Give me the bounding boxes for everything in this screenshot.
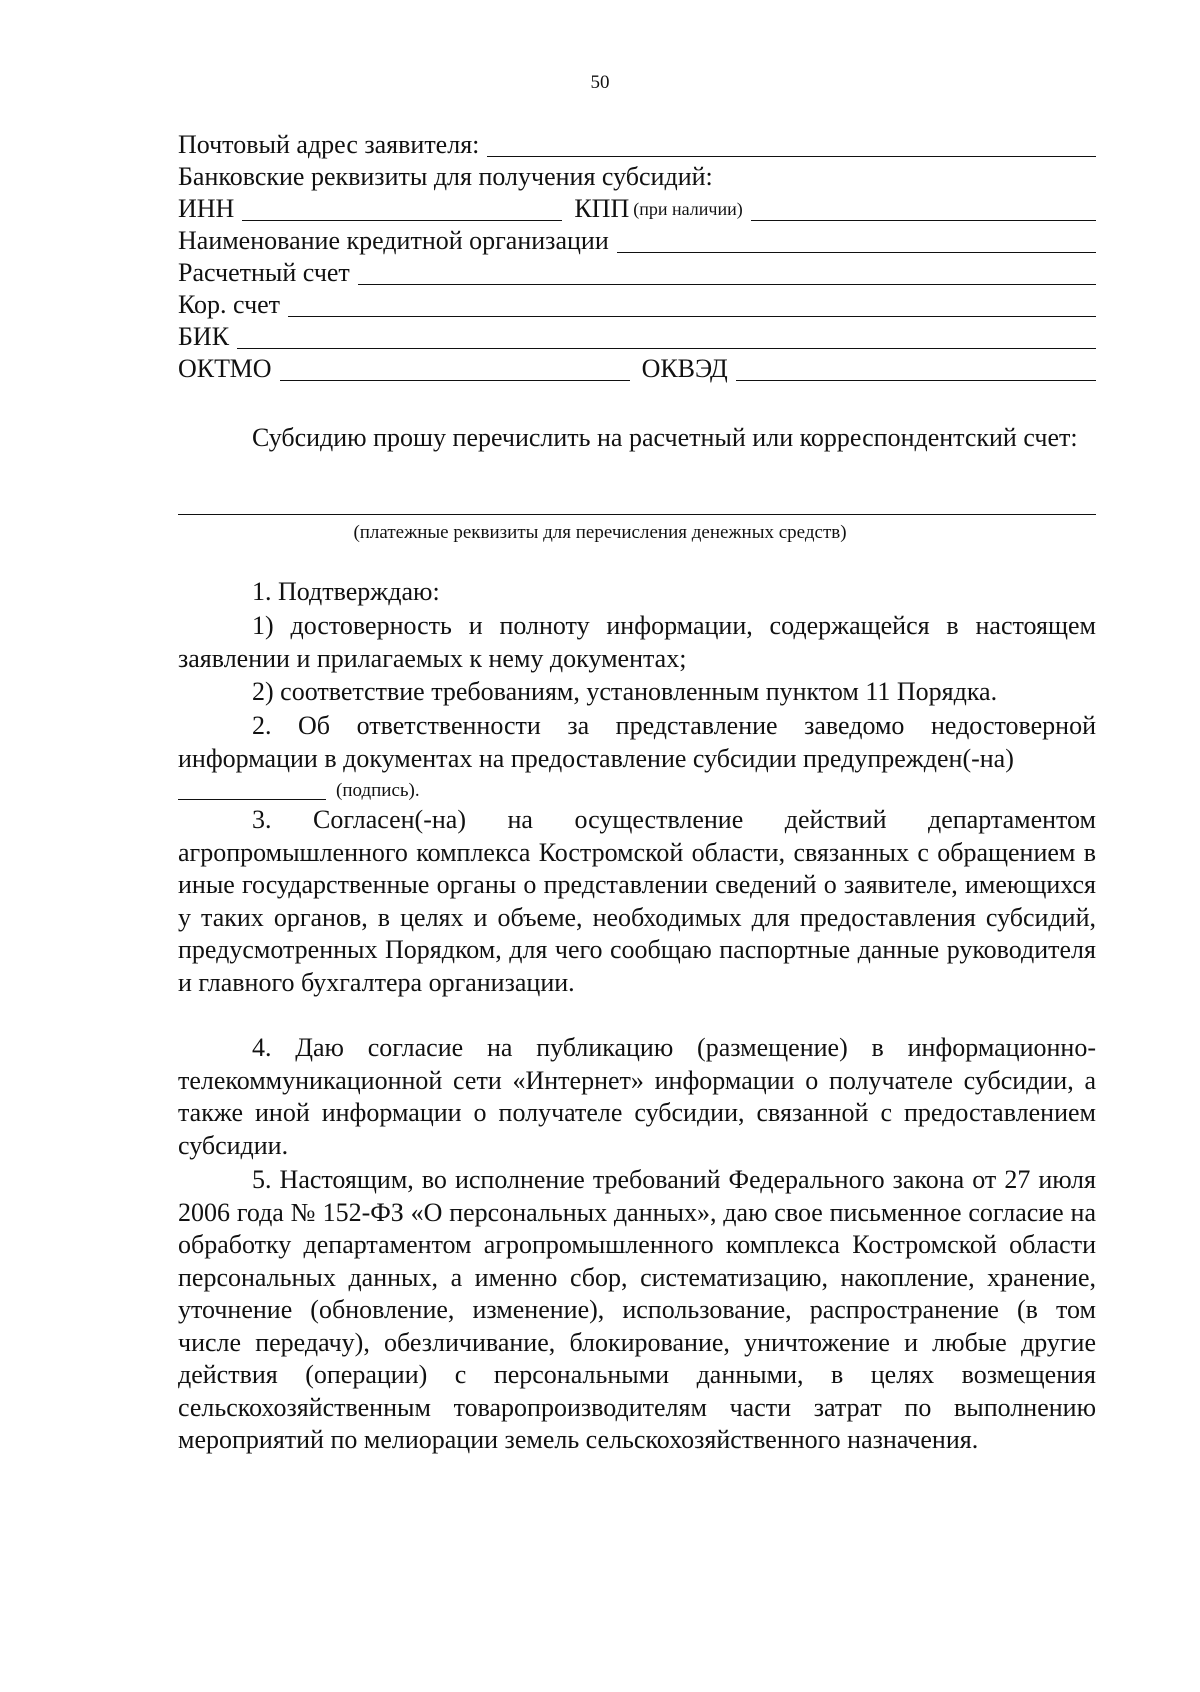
settlement-account-label: Расчетный счет bbox=[178, 258, 350, 287]
payment-caption: (платежные реквизиты для перечисления денежных средств) bbox=[353, 522, 847, 543]
okved-field[interactable] bbox=[736, 356, 1096, 381]
inn-field[interactable] bbox=[242, 196, 562, 221]
bik-field[interactable] bbox=[237, 324, 1096, 349]
signature-label: (подпись). bbox=[336, 780, 420, 801]
inn-kpp-row bbox=[178, 190, 1096, 224]
oktmo-field[interactable] bbox=[280, 356, 630, 381]
postal-address-row bbox=[178, 126, 1096, 160]
settlement-account-field[interactable] bbox=[358, 260, 1096, 285]
okved-label: ОКВЭД bbox=[641, 354, 728, 383]
page-number: 50 bbox=[590, 72, 610, 93]
signature-field[interactable] bbox=[178, 781, 326, 800]
transfer-request: Субсидию прошу перечислить на расчетный или корреспондентский счет: bbox=[252, 423, 1078, 452]
bik-row bbox=[178, 318, 1096, 352]
corr-account-field[interactable] bbox=[288, 292, 1096, 317]
kpp-note: (при наличии) bbox=[633, 199, 743, 219]
bank-details-label: Банковские реквизиты для получения субсидий: bbox=[178, 162, 713, 191]
signature-row bbox=[178, 776, 420, 802]
bank-details-row bbox=[178, 158, 1096, 192]
item-4-consent: 4. Даю согласие на публикацию (размещение) в информационно-телекоммуникационной сети «Интернет» информации о получателе субсидии, а также иной информации о получателе субсидии, связанной с предоставлением субсидии. bbox=[178, 1033, 1096, 1160]
postal-address-label: Почтовый адрес заявителя: bbox=[178, 130, 480, 159]
confirm-item-2: 2) соответствие требованиям, установленным пунктом 11 Порядка. bbox=[252, 677, 998, 706]
item-2-responsibility: 2. Об ответственности за представление заведомо недостоверной информации в документах на предоставление субсидии предупрежден(-на) bbox=[178, 711, 1096, 773]
corr-account-label: Кор. счет bbox=[178, 290, 281, 319]
postal-address-field[interactable] bbox=[487, 132, 1096, 157]
credit-org-label: Наименование кредитной организации bbox=[178, 226, 609, 255]
oktmo-okved-row bbox=[178, 350, 1096, 384]
confirm-item-1: 1) достоверность и полноту информации, содержащейся в настоящем заявлении и прилагаемых к нему документах; bbox=[178, 611, 1096, 673]
corr-account-row bbox=[178, 286, 1096, 320]
credit-org-field[interactable] bbox=[617, 228, 1096, 253]
oktmo-label: ОКТМО bbox=[178, 354, 272, 383]
item-5-personal-data: 5. Настоящим, во исполнение требований Федерального закона от 27 июля 2006 года № 152-ФЗ «О персональных данных», даю свое письменное согласие на обработку департаментом агропромышленного комплекса Костромской области персональных данных, а именно сбор, систематизацию, накопление, хранение, уточнение (обновление, изменение), использование, распространение (в том числе передачу), обезличивание, блокирование, уничтожение и любые другие действия (операции) с персональными данными, в целях возмещения сельскохозяйственным товаропроизводителям части затрат по выполнению мероприятий по мелиорации земель сельскохозяйственного назначения. bbox=[178, 1165, 1096, 1454]
kpp-label: КПП bbox=[574, 194, 630, 223]
inn-label: ИНН bbox=[178, 194, 235, 223]
credit-org-row bbox=[178, 222, 1096, 256]
kpp-field[interactable] bbox=[751, 196, 1096, 221]
settlement-account-row bbox=[178, 254, 1096, 288]
item-3-consent: 3. Согласен(-на) на осуществление действий департаментом агропромышленного комплекса Костромской области, связанных с обращением в иные государственные органы о представлении сведений о заявителе, имеющихся у таких органов, в целях и объеме, необходимых для предоставления субсидий, предусмотренных Порядком, для чего сообщаю паспортные данные руководителя и главного бухгалтера организации. bbox=[178, 805, 1096, 997]
bik-label: БИК bbox=[178, 322, 230, 351]
payment-details-field[interactable] bbox=[178, 514, 1096, 515]
confirm-heading: 1. Подтверждаю: bbox=[252, 577, 440, 606]
